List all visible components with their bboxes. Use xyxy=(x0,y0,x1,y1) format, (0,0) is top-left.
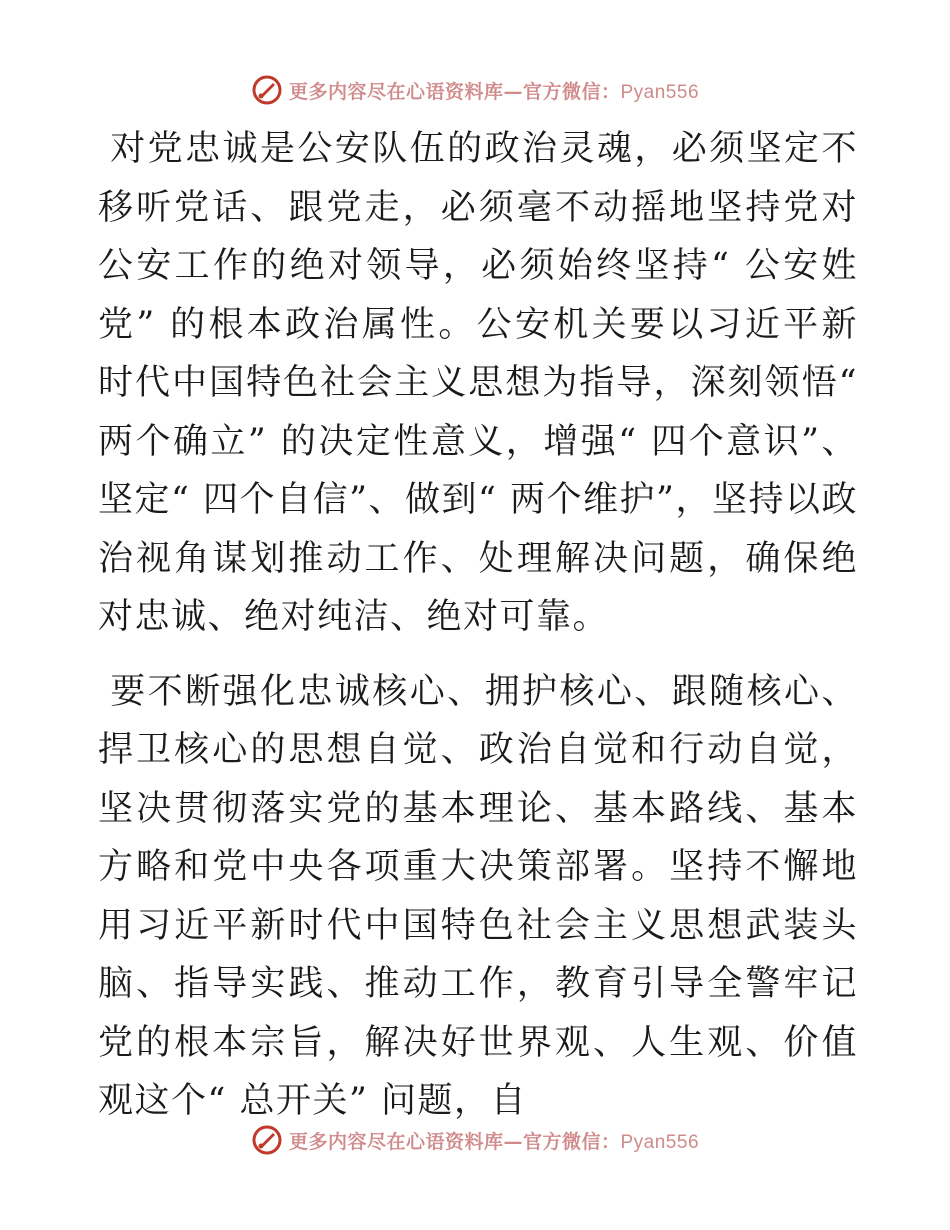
document-body xyxy=(98,120,858,1131)
footer-brand xyxy=(289,1127,699,1154)
footer-brand-text: 更多内容尽在心语资料库—官方微信： xyxy=(288,1130,621,1153)
brand-logo-icon xyxy=(251,1124,283,1156)
footer-watermark xyxy=(0,1120,950,1160)
paragraph-2: 要不断强化忠诚核心、拥护核心、跟随核心、捍卫核心的思想自觉、政治自觉和行动自觉，坚决贯彻落实党的基本理论、基本路线、基本方略和党中央各项重大决策部署。坚持不懈地用习近平新时代中国特色社会主义思想武装头脑、指导实践、推动工作，教育引导全警牢记党的根本宗旨，解决好世界观、人生观、价值观这个“ 总开关” 问题，自 xyxy=(98,671,858,1121)
paragraph-1: 对党忠诚是公安队伍的政治灵魂，必须坚定不移听党话、跟党走，必须毫不动摇地坚持党对公安工作的绝对领导，必须始终坚持“ 公安姓党” 的根本政治属性。公安机关要以习近平新时代中国特色社会主义思想为指导，深刻领悟“ 两个确立” 的决定性意义，增强“ 四个意识”、坚定“ 四个自信”、做到“ 两个维护”，坚持以政治视角谋划推动工作、处理解决问题，确保绝对忠诚、绝对纯洁、绝对可靠。 xyxy=(98,129,858,637)
footer-wechat-id: Pyan556 xyxy=(620,1131,700,1153)
header-watermark xyxy=(0,70,950,110)
brand-logo-icon xyxy=(251,74,283,106)
header-brand xyxy=(289,77,699,104)
header-brand-text: 更多内容尽在心语资料库—官方微信： xyxy=(288,80,621,103)
header-wechat-id: Pyan556 xyxy=(620,81,700,103)
